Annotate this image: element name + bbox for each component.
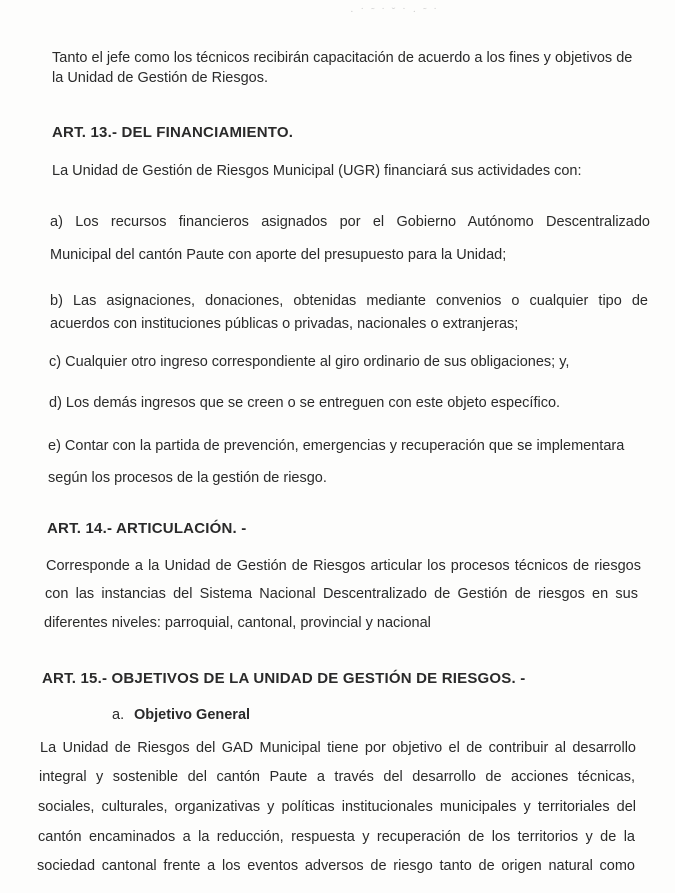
art13-item-c: c) Cualquier otro ingreso correspondiente al giro ordinario de sus obligaciones; y, (49, 354, 570, 370)
intro-line-2: la Unidad de Gestión de Riesgos. (52, 70, 269, 86)
art14-heading: ART. 14.- ARTICULACIÓN. - (47, 520, 247, 537)
art15-sub-title: Objetivo General (134, 707, 251, 723)
art13-item-e-line-1: e) Contar con la partida de prevención, emergencias y recuperación que se implementara (48, 438, 625, 454)
art15-subheading (112, 707, 250, 723)
art15-sub-marker: a. (112, 707, 125, 723)
art15-heading: ART. 15.- OBJETIVOS DE LA UNIDAD DE GESTIÓN DE RIESGOS. - (42, 670, 526, 687)
art15-line-4: cantón encaminados a la reducción, respuesta y recuperación de los territorios y de la (38, 829, 635, 845)
art15-line-3: sociales, culturales, organizativas y políticas institucionales municipales y territoriales del (38, 799, 636, 815)
art13-lead: La Unidad de Gestión de Riesgos Municipal (UGR) financiará sus actividades con: (52, 163, 582, 179)
art14-line-1: Corresponde a la Unidad de Gestión de Riesgos articular los procesos técnicos de riesgos (46, 558, 641, 574)
art13-heading: ART. 13.- DEL FINANCIAMIENTO. (52, 124, 294, 141)
art13-item-d: d) Los demás ingresos que se creen o se entreguen con este objeto específico. (49, 395, 561, 411)
art13-item-a-line-2: Municipal del cantón Paute con aporte del presupuesto para la Unidad; (50, 247, 507, 263)
art15-line-2: integral y sostenible del cantón Paute a través del desarrollo de acciones técnicas, (39, 769, 635, 785)
art14-line-3: diferentes niveles: parroquial, cantonal, provincial y nacional (44, 615, 431, 631)
art15-line-5: sociedad cantonal frente a los eventos adversos de riesgo tanto de origen natural como (37, 858, 635, 874)
art13-item-a-line-1: a) Los recursos financieros asignados por el Gobierno Autónomo Descentralizado (50, 214, 650, 230)
art13-item-b-line-2: acuerdos con instituciones públicas o privadas, nacionales o extranjeras; (50, 316, 519, 332)
scan-artifact: · ˙ ˜ ˙ ˇ ˙ · ˜ ˙ (350, 6, 439, 18)
art14-line-2: con las instancias del Sistema Nacional Descentralizado de Gestión de riesgos en sus (45, 586, 638, 602)
art13-item-e-line-2: según los procesos de la gestión de riesgo. (48, 470, 327, 486)
art13-item-b-line-1: b) Las asignaciones, donaciones, obtenidas mediante convenios o cualquier tipo de (50, 293, 648, 309)
intro-line-1: Tanto el jefe como los técnicos recibirán capacitación de acuerdo a los fines y objetivos de (52, 50, 633, 66)
art15-line-1: La Unidad de Riesgos del GAD Municipal tiene por objetivo el de contribuir al desarrollo (40, 740, 636, 756)
